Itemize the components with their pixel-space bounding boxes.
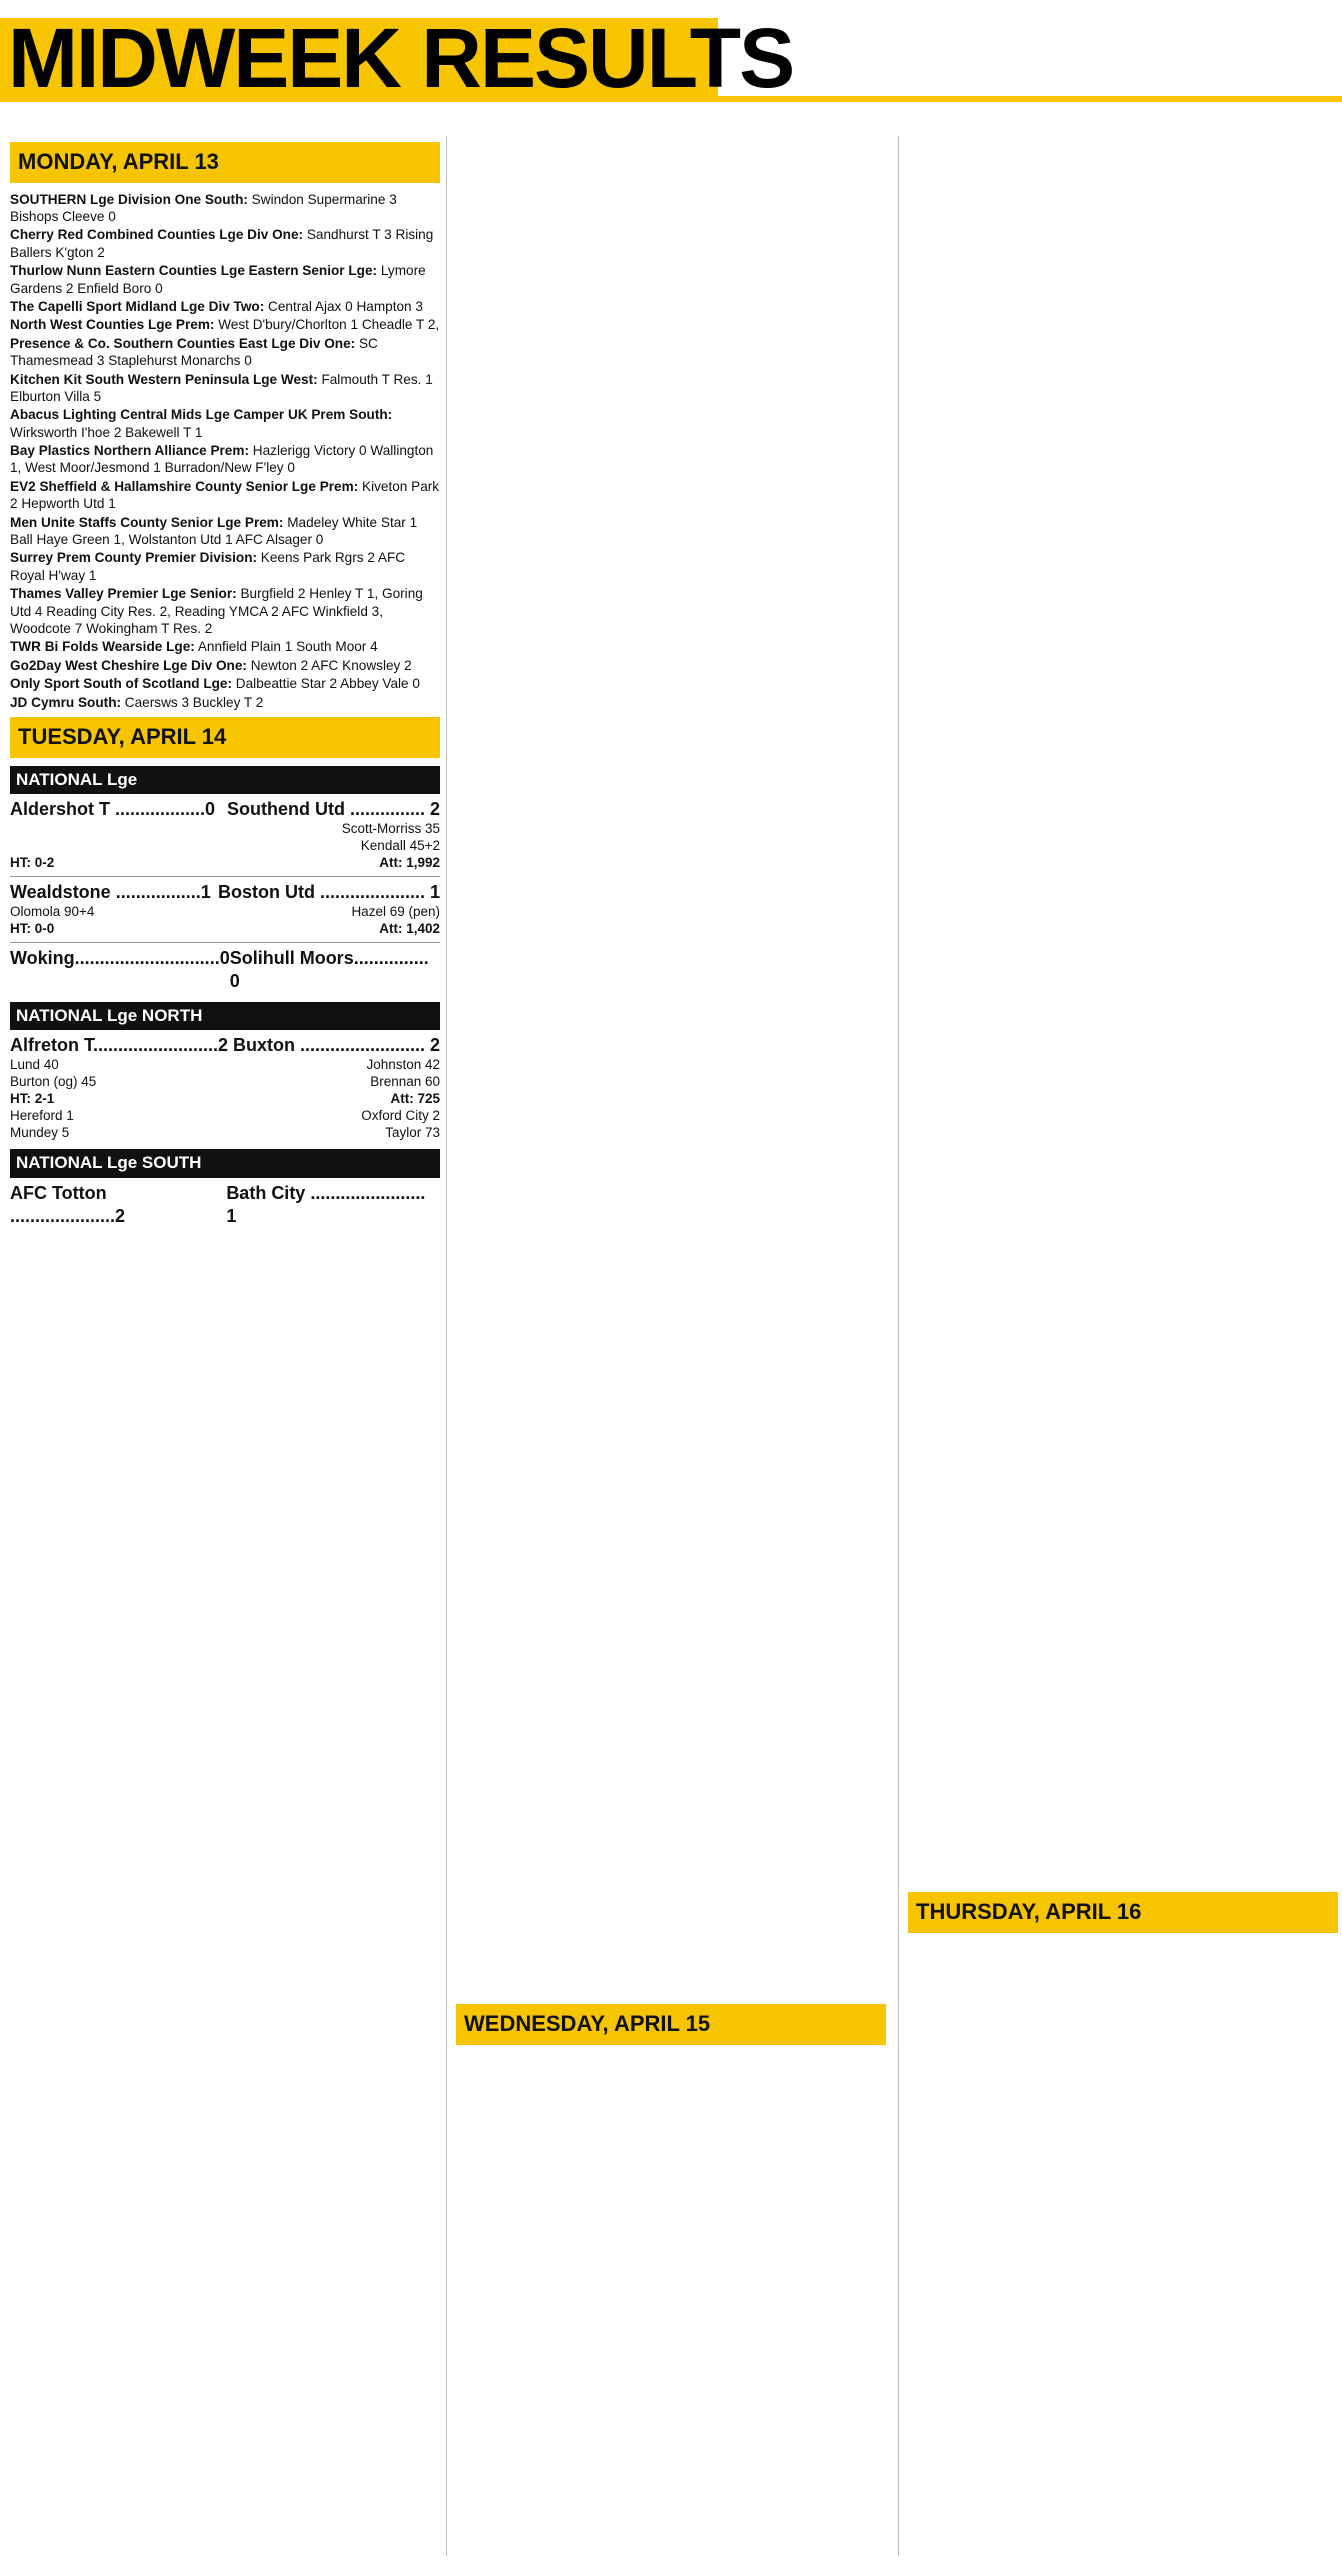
league-heading: NATIONAL Lge NORTH: [10, 1002, 440, 1030]
result-entry: SOUTHERN Lge Division One South: Swindon Supermarine 3 Bishops Cleeve 0: [10, 191, 397, 224]
match-line: Wealdstone .................1 Boston Utd ..................... 1: [10, 881, 440, 902]
match-line: Woking.............................0 Solihull Moors............... 0: [10, 947, 429, 992]
column-divider: [446, 136, 447, 2556]
page-title: MIDWEEK RESULTS: [8, 11, 794, 105]
day-heading: MONDAY, APRIL 13: [10, 142, 440, 183]
result-entry: Cherry Red Combined Counties Lge Div One: Sandhurst T 3 Rising Ballers K'gton 2: [10, 227, 434, 260]
result-entry: Thames Valley Premier Lge Senior: Burgfield 2 Henley T 1, Goring Utd 4 Reading City Res. 2, Reading YMCA 2 AFC Winkfield 3, Woodcote 7 Wokingham T Res. 2: [10, 586, 423, 636]
result-entry: Thurlow Nunn Eastern Counties Lge Eastern Senior Lge: Lymore Gardens 2 Enfield Boro 0: [10, 263, 426, 296]
match-detail: Hereford 1 Oxford City 2: [10, 1107, 440, 1123]
result-entry: Men Unite Staffs County Senior Lge Prem: Madeley White Star 1 Ball Haye Green 1, Wolstanton Utd 1 AFC Alsager 0: [10, 514, 418, 548]
day-heading: WEDNESDAY, APRIL 15: [456, 2004, 886, 2045]
result-entry: Go2Day West Cheshire Lge Div One: Newton 2 AFC Knowsley 2: [10, 657, 412, 673]
league-heading: NATIONAL Lge SOUTH: [10, 1149, 440, 1177]
result-entry: The Capelli Sport Midland Lge Div Two: Central Ajax 0 Hampton 3: [10, 298, 423, 314]
result-entry: EV2 Sheffield & Hallamshire County Senior Lge Prem: Kiveton Park 2 Hepworth Utd 1: [10, 478, 440, 512]
monday-results: [10, 191, 440, 711]
result-entry: Surrey Prem County Premier Division: Keens Park Rgrs 2 AFC Royal H'way 1: [10, 550, 406, 583]
result-entry: Bay Plastics Northern Alliance Prem: Hazlerigg Victory 0 Wallington 1, West Moor/Jesmond 1 Burradon/New F'ley 0: [10, 443, 434, 476]
column-divider: [898, 136, 899, 2556]
result-entry: Only Sport South of Scotland Lge: Dalbeattie Star 2 Abbey Vale 0: [10, 676, 420, 692]
result-entry: Abacus Lighting Central Mids Lge Camper UK Prem South: Wirksworth I'hoe 2 Bakewell T 1: [10, 407, 393, 440]
column-3: [908, 136, 1338, 2556]
match-detail: Scott-Morriss 35: [341, 821, 440, 836]
match-detail: Kendall 45+2: [360, 837, 440, 853]
masthead: [0, 0, 1342, 108]
banner-strip: [718, 96, 1342, 102]
match-line: Aldershot T ..................0 Southend Utd ............... 2: [10, 798, 440, 819]
match-detail: Mundey 5 Taylor 73: [10, 1124, 440, 1140]
result-entry: JD Cymru South: Caersws 3 Buckley T 2: [10, 694, 264, 710]
result-entry: North West Counties Lge Prem: West D'bury/Chorlton 1 Cheadle T 2,: [10, 317, 440, 333]
result-entry: Kitchen Kit South Western Peninsula Lge West: Falmouth T Res. 1 Elburton Villa 5: [10, 371, 433, 404]
league-heading: NATIONAL Lge: [10, 766, 440, 794]
match-ht: HT: 2-1 Att: 725: [10, 1090, 440, 1106]
match-line: Alfreton T.........................2 Buxton ......................... 2: [10, 1034, 440, 1055]
result-entry: Presence & Co. Southern Counties East Lge Div One: SC Thamesmead 3 Staplehurst Monarchs 0: [10, 335, 378, 369]
match-ht: HT: 0-2 Att: 1,992: [10, 854, 440, 870]
match-detail: Lund 40 Johnston 42: [10, 1057, 440, 1073]
match-line: AFC Totton .....................2 Bath City ....................... 1: [10, 1182, 426, 1226]
match-detail: Olomola 90+4 Hazel 69 (pen): [10, 904, 440, 920]
result-entry: TWR Bi Folds Wearside Lge: Annfield Plain 1 South Moor 4: [10, 639, 378, 655]
match-ht: HT: 0-0 Att: 1,402: [10, 920, 440, 936]
column-2: [456, 136, 886, 2556]
column-1: [10, 136, 440, 2556]
day-heading: THURSDAY, APRIL 16: [908, 1892, 1338, 1933]
day-heading: TUESDAY, APRIL 14: [10, 717, 440, 758]
match-detail: Burton (og) 45 Brennan 60: [10, 1073, 440, 1089]
